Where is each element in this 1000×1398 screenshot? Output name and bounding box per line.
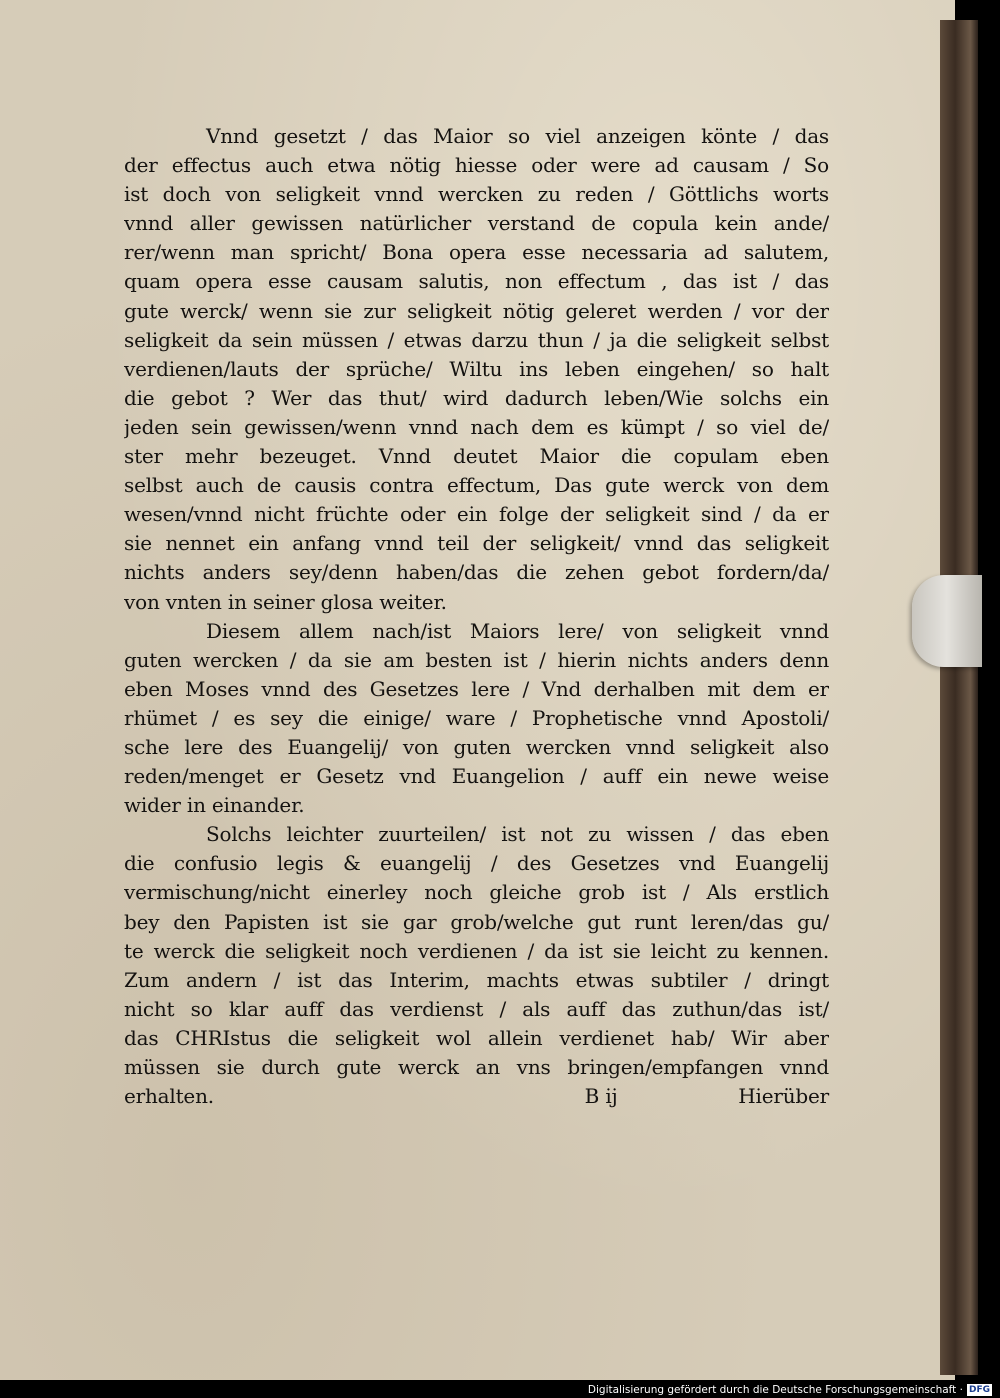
text-line: von vnten in seiner glosa weiter.	[124, 589, 447, 614]
text-line: guten wercken / da sie am besten ist / hierin nichts anders denn	[124, 647, 829, 672]
text-line: reden/menget er Gesetz vnd Euangelion / auff ein newe weise	[124, 764, 829, 789]
text-line: ist doch von seligkeit vnnd wercken zu reden / Göttlichs worts	[124, 182, 829, 207]
text-line: wider in einander.	[124, 793, 305, 818]
text-line: eben Moses vnnd des Gesetzes lere / Vnd derhalben mit dem er	[124, 676, 829, 701]
text-line: der effectus auch etwa nötig hiesse oder were ad causam / So	[124, 153, 829, 178]
text-line: nicht so klar auff das verdienst / als auff das zuthun/das ist/	[124, 996, 829, 1021]
text-line: sie nennet ein anfang vnnd teil der seligkeit/ vnnd das seligkeit	[124, 531, 829, 556]
text-line: selbst auch de causis contra effectum, Das gute werck von dem	[124, 473, 829, 498]
dfg-logo: DFG	[968, 1385, 990, 1395]
text-line: wesen/vnnd nicht früchte oder ein folge der seligkeit sind / da er	[124, 502, 829, 527]
text-line: die gebot ? Wer das thut/ wird dadurch leben/Wie solchs ein	[124, 385, 829, 410]
text-line: Vnnd gesetzt / das Maior so viel anzeigen könte / das	[206, 124, 829, 148]
digitization-credit	[588, 1384, 992, 1396]
text-line: sche lere des Euangelij/ von guten wercken vnnd seligkeit also	[124, 734, 829, 759]
text-line: ster mehr bezeuget. Vnnd deutet Maior die copulam eben	[124, 444, 829, 469]
text-line: Diesem allem nach/ist Maiors lere/ von seligkeit vnnd	[206, 618, 829, 643]
text-line: seligkeit da sein müssen / etwas darzu thun / ja die seligkeit selbst	[124, 327, 829, 352]
text-line: rer/wenn man spricht/ Bona opera esse necessaria ad salutem,	[124, 240, 829, 265]
page-footer	[124, 1082, 829, 1111]
text-line: rhümet / es sey die einige/ ware / Prophetische vnnd Apostoli/	[124, 705, 829, 730]
text-line: Zum andern / ist das Interim, machts etwas subtiler / dringt	[124, 967, 829, 992]
text-line: vnnd aller gewissen natürlicher verstand de copula kein ande/	[124, 211, 829, 236]
text-line: die confusio legis & euangelij / des Gesetzes vnd Euangelij	[124, 851, 829, 876]
catchword: Hierüber	[738, 1084, 829, 1109]
text-line: jeden sein gewissen/wenn vnnd nach dem es kümpt / so viel de/	[124, 414, 829, 439]
page-clip-tab	[912, 575, 982, 667]
text-line: verdienen/lauts der sprüche/ Wiltu ins leben eingehen/ so halt	[124, 356, 829, 381]
text-line: te werck die seligkeit noch verdienen / da ist sie leicht zu kennen.	[124, 938, 829, 963]
text-line: gute werck/ wenn sie zur seligkeit nötig geleret werden / vor der	[124, 298, 829, 323]
last-word: erhalten.	[124, 1084, 214, 1109]
text-line: nichts anders sey/denn haben/das die zehen gebot fordern/da/	[124, 560, 829, 585]
credit-text: Digitalisierung gefördert durch die Deutsche Forschungsgemeinschaft ·	[587, 1384, 963, 1396]
text-line: das CHRIstus die seligkeit wol allein verdienet hab/ Wir aber	[124, 1025, 829, 1050]
signature-mark: B ij	[584, 1084, 618, 1109]
book-cover-edge	[940, 20, 978, 1375]
text-line: quam opera esse causam salutis, non effectum , das ist / das	[124, 269, 829, 294]
text-line: bey den Papisten ist sie gar grob/welche gut runt leren/das gu/	[124, 909, 829, 934]
text-line: vermischung/nicht einerley noch gleiche grob ist / Als erstlich	[124, 880, 829, 905]
text-line: Solchs leichter zuurteilen/ ist not zu wissen / das eben	[206, 822, 829, 847]
body-text	[124, 122, 829, 1111]
text-line: müssen sie durch gute werck an vns bringen/empfangen vnnd	[124, 1055, 829, 1079]
